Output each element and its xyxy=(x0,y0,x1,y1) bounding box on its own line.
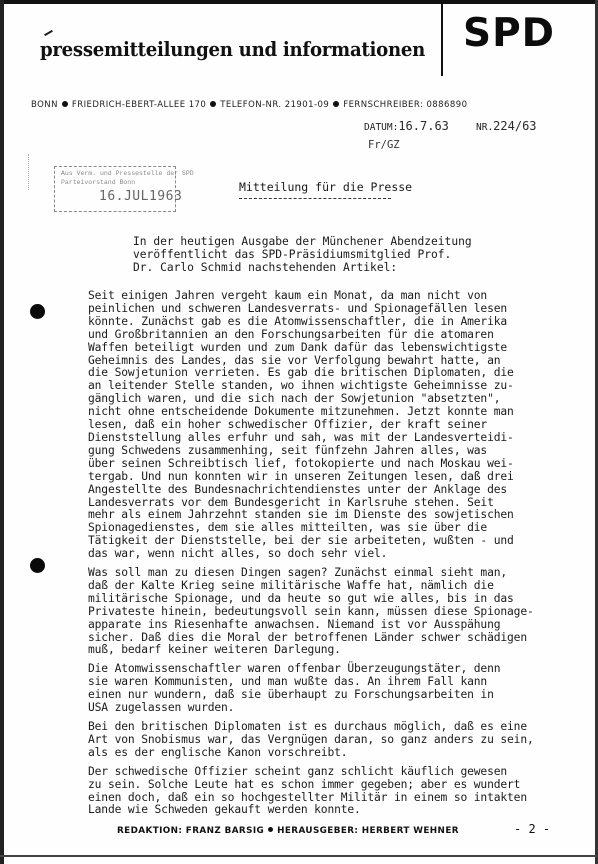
article-line: Waffen beteiligt wurden und zum Dank dafür das lebenswichtigste xyxy=(88,340,508,354)
article-line: Spionagedienstes, dem sie alles mitteilten, was sie über die xyxy=(88,521,488,535)
article-line: USA zugelassen wurden. xyxy=(88,701,235,715)
article-line: militärische Spionage, und da heute so gut wie alles, bis in das xyxy=(88,591,514,605)
intro-line: veröffentlicht das SPD-Präsidiumsmitglied Prof. xyxy=(133,248,452,262)
article-line: könnte. Zunächst gab es die Atomwissenschaftler, die in Amerika xyxy=(88,314,508,328)
article-line: Dienststellung alles erfuhr und sah, was mit der Landesverteidi- xyxy=(88,430,514,444)
article-line: Art von Snobismus war, das Vergnügen daran, so ganz anders zu sein, xyxy=(88,732,534,746)
bullet-icon xyxy=(268,827,273,832)
date-label: DATUM: xyxy=(364,122,399,133)
address-phone: TELEFON-NR. 21901-09 xyxy=(220,100,330,110)
article-line: Der schwedische Offizier scheint ganz schlicht käuflich gewesen xyxy=(88,764,508,778)
punch-hole-icon xyxy=(30,558,45,573)
number-value: 224/63 xyxy=(493,119,537,133)
bullet-icon xyxy=(62,101,68,107)
article-paragraph xyxy=(88,567,596,657)
article-paragraph xyxy=(88,766,596,818)
article-line: Privateste hinein, bedeutungsvoll sein kann, müssen diese Spionage- xyxy=(88,604,534,618)
article-line: Geheimnis des Landes, das sie vor Verfolgung bewahrt hatte, an xyxy=(88,353,501,367)
date-value: 16.7.63 xyxy=(398,119,449,133)
reference-code: Fr/GZ xyxy=(368,139,400,151)
article-line: tergab. Und nun konnten wir in unseren Zeitungen lesen, daß drei xyxy=(88,469,514,483)
intro-line: Dr. Carlo Schmid nachstehenden Artikel: xyxy=(133,261,398,275)
scan-edge-top xyxy=(0,0,598,4)
address-street: FRIEDRICH-EBERT-ALLEE 170 xyxy=(71,100,207,110)
received-stamp xyxy=(54,166,194,212)
bullet-icon xyxy=(333,101,339,107)
footer-redaktion: REDAKTION: FRANZ BARSIG xyxy=(117,826,265,836)
address-telex: FERNSCHREIBER: 0886890 xyxy=(343,100,468,110)
scan-edge-bottom xyxy=(0,855,598,857)
spd-logo: SPD xyxy=(463,11,556,56)
article-paragraph xyxy=(88,721,596,760)
article-line: Was soll man zu diesen Dingen sagen? Zunächst einmal sieht man, xyxy=(88,566,508,580)
article-line: mehr als einem Jahrzehnt standen sie im Dienste des sowjetischen xyxy=(88,508,514,522)
article-line: lesen, daß ein hoher schwedischer Offizier, der kraft seiner xyxy=(88,418,488,432)
pen-mark xyxy=(44,30,53,36)
number-label: NR. xyxy=(476,122,494,133)
stamp-smudge xyxy=(28,154,53,190)
article-line: Lande wie Schweden gekauft werden konnte. xyxy=(88,803,361,817)
article-line: an leitender Stelle standen, wo ihnen wichtigste Geheimnisse zu- xyxy=(88,379,514,393)
article-line: Angestellte des Bundesnachrichtendienstes unter der Anklage des xyxy=(88,482,508,496)
header-divider xyxy=(441,0,443,76)
article-line: einen doch, daß ein so hochgestellter Militär in einem so intakten xyxy=(88,790,527,804)
footer-herausgeber: HERAUSGEBER: HERBERT WEHNER xyxy=(277,826,459,836)
intro-text xyxy=(133,235,472,275)
number-field xyxy=(476,119,537,133)
scan-edge-left xyxy=(0,0,4,864)
intro-line: In der heutigen Ausgabe der Münchener Abendzeitung xyxy=(133,235,472,248)
article-line: sicher. Daß dies die Moral der betroffenen Länder schwer schädigen xyxy=(88,630,527,644)
article-line: Bei den britischen Diplomaten ist es durchaus möglich, daß es eine xyxy=(88,720,527,733)
article-line: Die Atomwissenschaftler waren offenbar Überzeugungstäter, denn xyxy=(88,662,501,676)
notice-heading: Mitteilung für die Presse xyxy=(239,180,413,194)
article-line: über seinen Schreibtisch lief, fotokopierte und nach Moskau wei- xyxy=(88,456,514,470)
stamp-line-1: Aus Verm. und Pressestelle der SPD xyxy=(61,170,194,177)
article-line: die Sowjetunion verrieten. Es gab die britischen Diplomaten, die xyxy=(88,366,514,380)
article-paragraph xyxy=(88,663,596,715)
article-paragraph xyxy=(88,290,596,561)
date-field xyxy=(364,119,449,133)
article-line: das war, wenn nicht alles, so doch sehr viel. xyxy=(88,547,388,561)
punch-hole-icon xyxy=(30,304,45,319)
article-line: einen nur wundern, daß sie überhaupt zu Forschungsarbeiten in xyxy=(88,688,494,702)
article-line: peinlichen und schweren Landesverrats- und Spionagefällen lesen xyxy=(88,301,508,315)
notice-underline xyxy=(239,198,391,199)
article-body xyxy=(88,290,596,823)
article-line: Seit einigen Jahren vergeht kaum ein Monat, da man nicht von xyxy=(88,289,488,302)
article-line: zu sein. Solche Leute hat es schon immer gegeben; aber es wundert xyxy=(88,777,521,791)
article-line: Tätigkeit der Dienststelle, bei der sie arbeiteten, wußten - und xyxy=(88,534,514,548)
address-city: BONN xyxy=(31,100,58,110)
article-line: nicht ohne entscheidende Dokumente mitzunehmen. Jetzt konnte man xyxy=(88,405,514,419)
stamp-line-2: Parteivorstand Bonn xyxy=(61,179,136,186)
article-line: als es der englische Kanon vorschreibt. xyxy=(88,745,348,759)
article-line: sie waren Kommunisten, und man wußte das. An ihrem Fall kann xyxy=(88,675,488,689)
address-line xyxy=(31,100,467,110)
page-number: - 2 - xyxy=(514,822,551,836)
bullet-icon xyxy=(210,101,216,107)
article-line: Landesverrats vor dem Bundesgericht in Karlsruhe stehen. Seit xyxy=(88,495,494,509)
article-line: gung Schwedens zusammenhing, seit fünfzehn Jahren alles, was xyxy=(88,443,488,457)
article-line: daß der Kalte Krieg seine militärische Waffe hat, nämlich die xyxy=(88,578,494,592)
article-line: muß, bedarf keiner weiteren Darlegung. xyxy=(88,643,341,657)
article-line: und Großbritannien an den Forschungsarbeiten für die atomaren xyxy=(88,327,494,341)
stamp-date: 16.JUL1963 xyxy=(99,189,183,204)
article-line: apparate ins Riesenhafte anwachsen. Niemand ist vor Ausspähung xyxy=(88,617,501,631)
footer-credits xyxy=(117,826,459,836)
article-line: gänglich waren, und die sich nach der Sowjetunion "absetzten", xyxy=(88,392,501,406)
masthead-title: pressemitteilungen und informationen xyxy=(40,38,426,61)
